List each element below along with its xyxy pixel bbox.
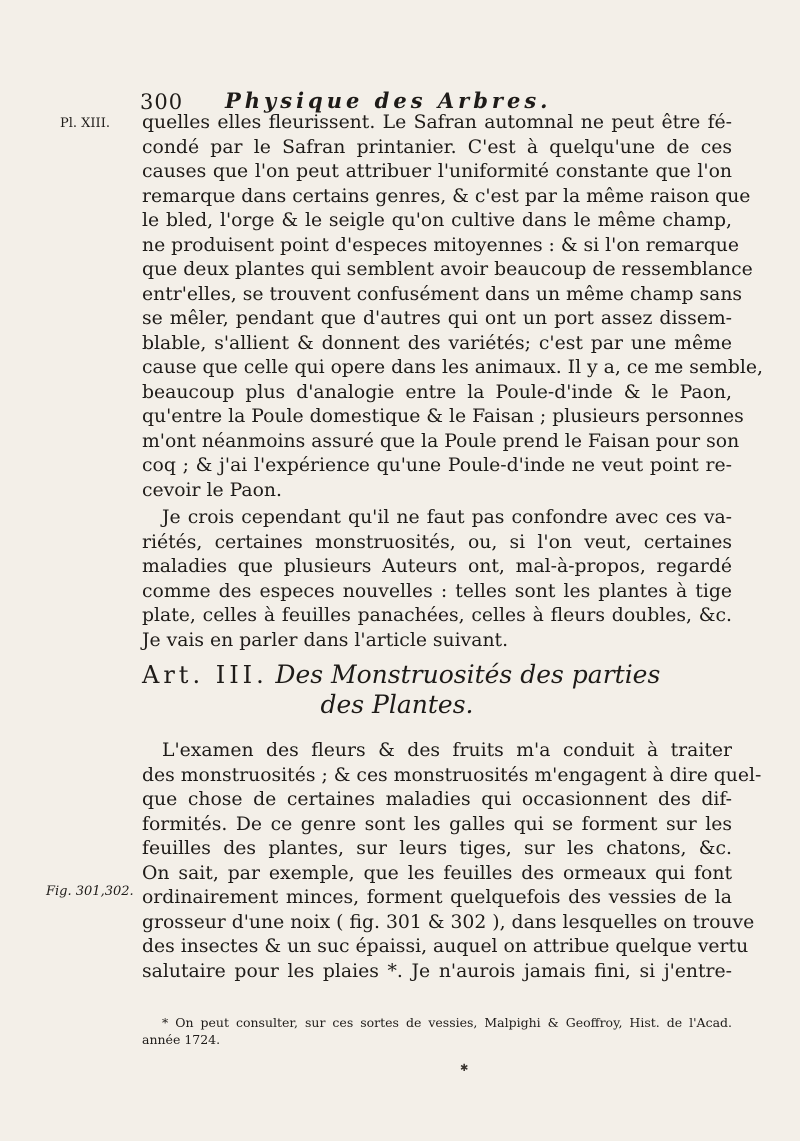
article-title-line-2: des Plantes. [320,690,474,719]
text-line: entr'elles, se trouvent confusément dans un même champ sans [142,283,743,305]
article-title: Des Monstruosités des parties [275,660,661,689]
text-line: grosseur d'une noix ( fig. 301 & 302 ), dans lesquelles on trouve [142,911,755,933]
paragraph-1 [142,111,763,503]
article-number: Art. III. [142,661,268,689]
text-line: condé par le Safran printanier. C'est à quelqu'une de ces [142,136,732,158]
text-line: feuilles des plantes, sur leurs tiges, sur les chatons, &c. [142,838,732,859]
running-title: Physique des Arbres. [225,88,552,113]
text-line: coq ; & j'ai l'expérience qu'une Poule-d'inde ne veut point re- [142,455,732,476]
text-line: formités. De ce genre sont les galles qui se forment sur les [142,813,732,835]
footnote-line: année 1724. [142,1032,221,1047]
text-line: L'examen des fleurs & des fruits m'a conduit à traiter [162,740,732,761]
ornament-mark: ✱ [460,1063,469,1074]
text-line: beaucoup plus d'analogie entre la Poule-d'inde & le Paon, [142,381,732,403]
figure-reference: Fig. 301,302. [46,884,134,899]
text-line: le bled, l'orge & le seigle qu'on cultive dans le même champ, [142,210,732,231]
text-line: ne produisent point d'especes mitoyennes : & si l'on remarque [142,234,740,256]
paragraph-3 [142,739,762,984]
article-title-line-1 [142,660,661,690]
text-line: que deux plantes qui semblent avoir beaucoup de ressemblance [142,259,753,280]
text-line: On sait, par exemple, que les feuilles des ormeaux qui font [142,862,732,884]
footnote-line: * On peut consulter, sur ces sortes de vessies, Malpighi & Geoffroy, Hist. de l'Acad. [162,1015,732,1030]
text-line: maladies que plusieurs Auteurs ont, mal-à-propos, regardé [142,556,732,577]
text-line: riétés, certaines monstruosités, ou, si l'on veut, certaines [142,531,732,553]
text-line: se mêler, pendant que d'autres qui ont un port assez dissem- [142,308,732,329]
text-line: cevoir le Paon. [142,479,282,501]
plate-reference: Pl. XIII. [60,116,110,131]
text-line: qu'entre la Poule domestique & le Faisan ; plusieurs personnes [142,406,744,427]
text-line: ordinairement minces, forment quelquefois des vessies de la [142,887,732,908]
text-line: quelles elles fleurissent. Le Safran automnal ne peut être fé- [142,112,732,133]
text-line: blable, s'allient & donnent des variétés; c'est par une même [142,332,732,354]
text-line: Je vais en parler dans l'article suivant. [142,629,509,651]
text-line: remarque dans certains genres, & c'est par la même raison que [142,185,751,207]
text-line: m'ont néanmoins assuré que la Poule prend le Faisan pour son [142,430,740,452]
text-line: que chose de certaines maladies qui occasionnent des dif- [142,789,732,810]
article-heading [142,660,661,720]
text-line: causes que l'on peut attribuer l'uniformité constante que l'on [142,161,732,182]
text-line: comme des especes nouvelles : telles sont les plantes à tige [142,580,732,602]
text-line: cause que celle qui opere dans les animaux. Il y a, ce me semble, [142,357,763,378]
footnote [142,1014,732,1048]
text-line: Je crois cependant qu'il ne faut pas confondre avec ces va- [162,507,732,528]
text-line: des insectes & un suc épaissi, auquel on attribue quelque vertu [142,936,749,957]
text-line: salutaire pour les plaies *. Je n'aurois jamais fini, si j'entre- [142,960,732,982]
text-line: des monstruosités ; & ces monstruosités m'engagent à dire quel- [142,764,762,786]
page-number: 300 [140,90,184,114]
text-line: plate, celles à feuilles panachées, celles à fleurs doubles, &c. [142,605,732,626]
paragraph-2 [142,506,732,653]
